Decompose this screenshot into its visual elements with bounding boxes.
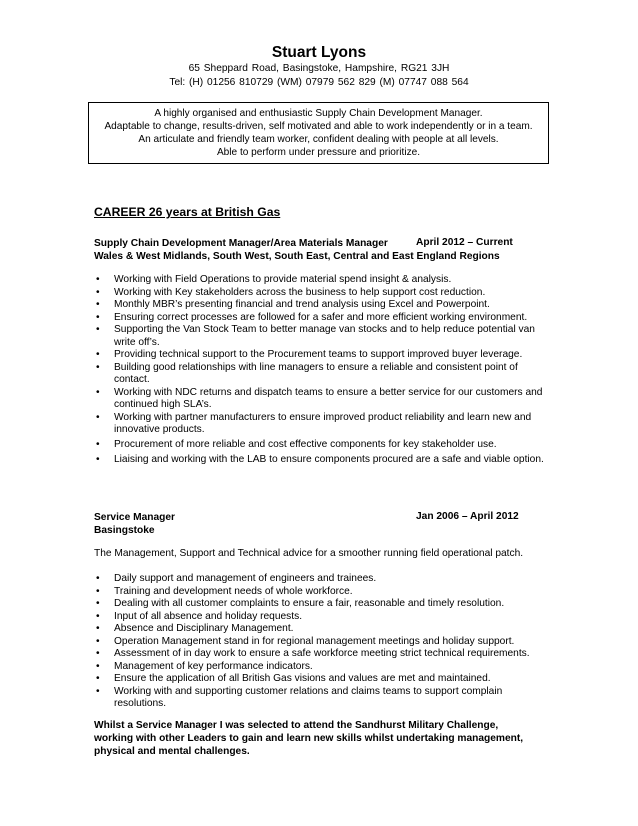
bullet-icon: •	[96, 673, 100, 684]
profile-summary-box	[88, 102, 549, 164]
bullet-icon: •	[96, 573, 100, 584]
list-item: • Working with partner manufacturers to ensure improved product reliability and learn new and innovative products.	[96, 411, 532, 435]
telephone-line: Tel: (H) 01256 810729 (WM) 07979 562 829 (M) 07747 088 564	[169, 77, 469, 88]
bullet-icon: •	[96, 274, 100, 285]
bullet-icon: •	[96, 311, 100, 323]
list-item: • Working with NDC returns and dispatch teams to ensure a better service for our customers and continued high SLA’s.	[96, 386, 543, 410]
job1-title: Supply Chain Development Manager/Area Materials Manager	[94, 238, 388, 249]
list-item: • Assessment of in day work to ensure a safe workforce meeting strict technical requirements.	[96, 648, 530, 659]
list-item: • Ensuring correct processes are followed for a safer and more efficient working environment.	[96, 311, 528, 323]
list-item: • Working with Field Operations to provide material spend insight & analysis.	[96, 274, 452, 285]
bullet-icon: •	[96, 411, 100, 423]
address-line: 65 Sheppard Road, Basingstoke, Hampshire, RG21 3JH	[188, 63, 450, 74]
bullet-icon: •	[96, 685, 100, 697]
sandhurst-statement	[94, 719, 523, 758]
summary-line: A highly organised and enthusiastic Supply Chain Development Manager.	[154, 108, 483, 119]
list-item: • Management of key performance indicators.	[96, 660, 313, 672]
list-item: • Building good relationships with line managers to ensure a reliable and consistent point of contact.	[96, 361, 518, 385]
bullet-icon: •	[96, 386, 100, 398]
list-item: • Working with and supporting customer relations and claims teams to support complain resolutions.	[96, 685, 503, 709]
bullet-icon: •	[96, 349, 100, 360]
list-item: • Dealing with all customer complaints to ensure a fair, reasonable and timely resolution.	[96, 598, 505, 609]
job2-title: Service Manager	[94, 512, 175, 523]
summary-line: An articulate and friendly team worker, confident dealing with people at all levels.	[138, 134, 499, 145]
list-item: • Supporting the Van Stock Team to better manage van stocks and to help reduce potential van write off’s.	[96, 324, 535, 348]
bullet-icon: •	[96, 299, 100, 310]
bullet-icon: •	[96, 648, 100, 659]
statement-line: working with other Leaders to gain and learn new skills whilst undertaking management,	[94, 733, 524, 744]
list-item: • Training and development needs of whole workforce.	[96, 585, 353, 597]
job1-regions: Wales & West Midlands, South West, South East, Central and East England Regions	[94, 251, 500, 262]
bullet-icon: •	[96, 623, 100, 634]
job1-dates: April 2012 – Current	[416, 237, 513, 248]
career-heading: CAREER 26 years at British Gas	[94, 205, 281, 219]
list-item: • Procurement of more reliable and cost effective components for key stakeholder use.	[96, 438, 497, 450]
summary-line: Able to perform under pressure and prioritize.	[216, 147, 421, 158]
list-item: • Daily support and management of engineers and trainees.	[96, 573, 377, 584]
list-item: • Operation Management stand in for regional management meetings and holiday support.	[96, 635, 515, 647]
summary-line: Adaptable to change, results-driven, self motivated and able to work independently or in a team.	[104, 121, 533, 132]
list-item: • Input of all absence and holiday requests.	[96, 610, 303, 622]
bullet-icon: •	[96, 598, 100, 609]
candidate-name: Stuart Lyons	[271, 44, 367, 61]
bullet-icon: •	[96, 585, 100, 597]
list-item: • Ensure the application of all British Gas visions and values are met and maintained.	[96, 673, 491, 684]
job2-location: Basingstoke	[94, 525, 155, 536]
bullet-icon: •	[96, 454, 100, 465]
bullet-icon: •	[96, 324, 100, 335]
bullet-icon: •	[96, 635, 100, 647]
bullet-icon: •	[96, 438, 100, 450]
list-item: • Working with Key stakeholders across the business to help support cost reduction.	[96, 286, 486, 298]
bullet-icon: •	[96, 660, 100, 672]
job2-intro: The Management, Support and Technical advice for a smoother running field operational patch.	[94, 548, 524, 559]
statement-line: Whilst a Service Manager I was selected to attend the Sandhurst Military Challenge,	[94, 720, 499, 731]
list-item: • Liaising and working with the LAB to ensure components procured are a safe and viable option.	[96, 454, 544, 465]
bullet-icon: •	[96, 361, 100, 373]
job2-bullet-list	[94, 573, 554, 711]
list-item: • Providing technical support to the Procurement teams to support improved buyer leverage.	[96, 349, 523, 360]
statement-line: physical and mental challenges.	[94, 746, 250, 757]
bullet-icon: •	[96, 286, 100, 298]
list-item: • Absence and Disciplinary Management.	[96, 623, 294, 634]
list-item: • Monthly MBR’s presenting financial and trend analysis using Excel and Powerpoint.	[96, 299, 490, 310]
bullet-icon: •	[96, 610, 100, 622]
job2-dates: Jan 2006 – April 2012	[416, 511, 519, 522]
job1-bullet-list	[94, 274, 554, 467]
